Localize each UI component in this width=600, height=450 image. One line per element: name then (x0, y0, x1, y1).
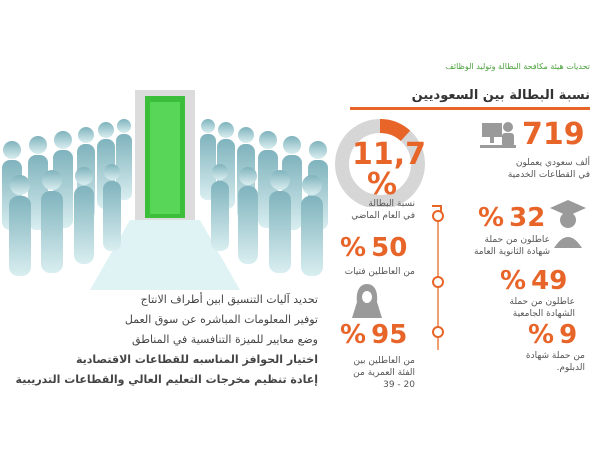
label-line: 20 - 39 (383, 380, 415, 390)
label-line: من العاطلين بين (353, 356, 415, 366)
female-unemployed-value: 50 (371, 233, 408, 263)
label-line: الفئة العمرية من (353, 368, 415, 378)
age-group-value: 95 (371, 320, 408, 350)
unemployment-rate (352, 137, 427, 202)
timeline-dot (432, 326, 444, 338)
female-unemployed-label: من العاطلين فتيات (344, 267, 415, 277)
age-group-label (325, 355, 415, 391)
challenge-item: توفير المعلومات المباشره عن سوق العمل (124, 313, 318, 326)
person-icon (9, 175, 31, 276)
female-unemployed-unit: % (340, 233, 367, 263)
label-line: عاطلون من حملة (484, 235, 550, 245)
label-line: الشهادة الجامعية (512, 309, 575, 319)
person-icon (41, 170, 63, 273)
label-line: ألف سعودي يعملون (515, 158, 590, 168)
university-value: 49 (531, 266, 568, 296)
door-icon (135, 90, 195, 220)
label-line: الدبلوم. (556, 363, 585, 373)
diploma-label (480, 350, 585, 374)
person-icon (74, 167, 94, 264)
infographic-title: نسبة البطالة بين السعوديين (411, 88, 590, 103)
label-line: في القطاعات الخدمية (507, 170, 590, 180)
label-line: شهادة الثانوية العامة (473, 247, 550, 257)
label-line: نسبة البطالة (368, 199, 415, 209)
challenge-item: وضع معايير للميزة التنافسية في المناطق (132, 333, 318, 346)
female-unemployed-stat (340, 235, 407, 261)
graduate-icon (548, 198, 588, 248)
label-line: في العام الماضي (351, 211, 415, 221)
unemployment-rate-value: 11,7 (352, 137, 427, 172)
title-underline (350, 107, 590, 110)
secondary-school-unit: % (478, 203, 505, 233)
gauge-value-arc (380, 126, 405, 136)
office-worker-icon (478, 115, 518, 155)
challenge-item: تحديد آليات التنسيق ابين أطراف الانتاج (140, 293, 318, 306)
diploma-stat (528, 322, 577, 348)
secondary-school-label (445, 234, 550, 258)
timeline-dot (432, 210, 444, 222)
age-group-stat (340, 322, 407, 348)
timeline-dot (432, 276, 444, 288)
service-sector-value: 719 (522, 117, 585, 152)
veiled-woman-icon (350, 282, 384, 318)
secondary-school-value: 32 (509, 203, 546, 233)
secondary-school-stat (478, 205, 545, 231)
person-icon (269, 170, 291, 273)
crowd-door-illustration (0, 80, 330, 290)
university-label (470, 296, 575, 320)
unemployment-rate-unit: % (366, 167, 398, 202)
age-group-unit: % (340, 320, 367, 350)
top-caption: تحديات هيئة مكافحة البطالة وتوليد الوظائف (445, 62, 590, 71)
university-unit: % (500, 266, 527, 296)
person-icon (238, 167, 258, 264)
university-stat (500, 268, 567, 294)
label-line: من حملة شهادة (525, 351, 585, 361)
challenge-item: اختيار الحوافز المناسبه للقطاعات الاقتصادية (75, 353, 318, 366)
unemployment-rate-label (335, 198, 415, 222)
label-line: عاطلون من حملة (509, 297, 575, 307)
service-sector-label (470, 157, 590, 181)
diploma-value: 9 (559, 320, 578, 350)
person-icon (301, 175, 323, 276)
diploma-unit: % (528, 320, 555, 350)
challenge-item: إعادة تنظيم مخرجات التعليم العالي والقطاعات التدريبية (15, 373, 318, 386)
